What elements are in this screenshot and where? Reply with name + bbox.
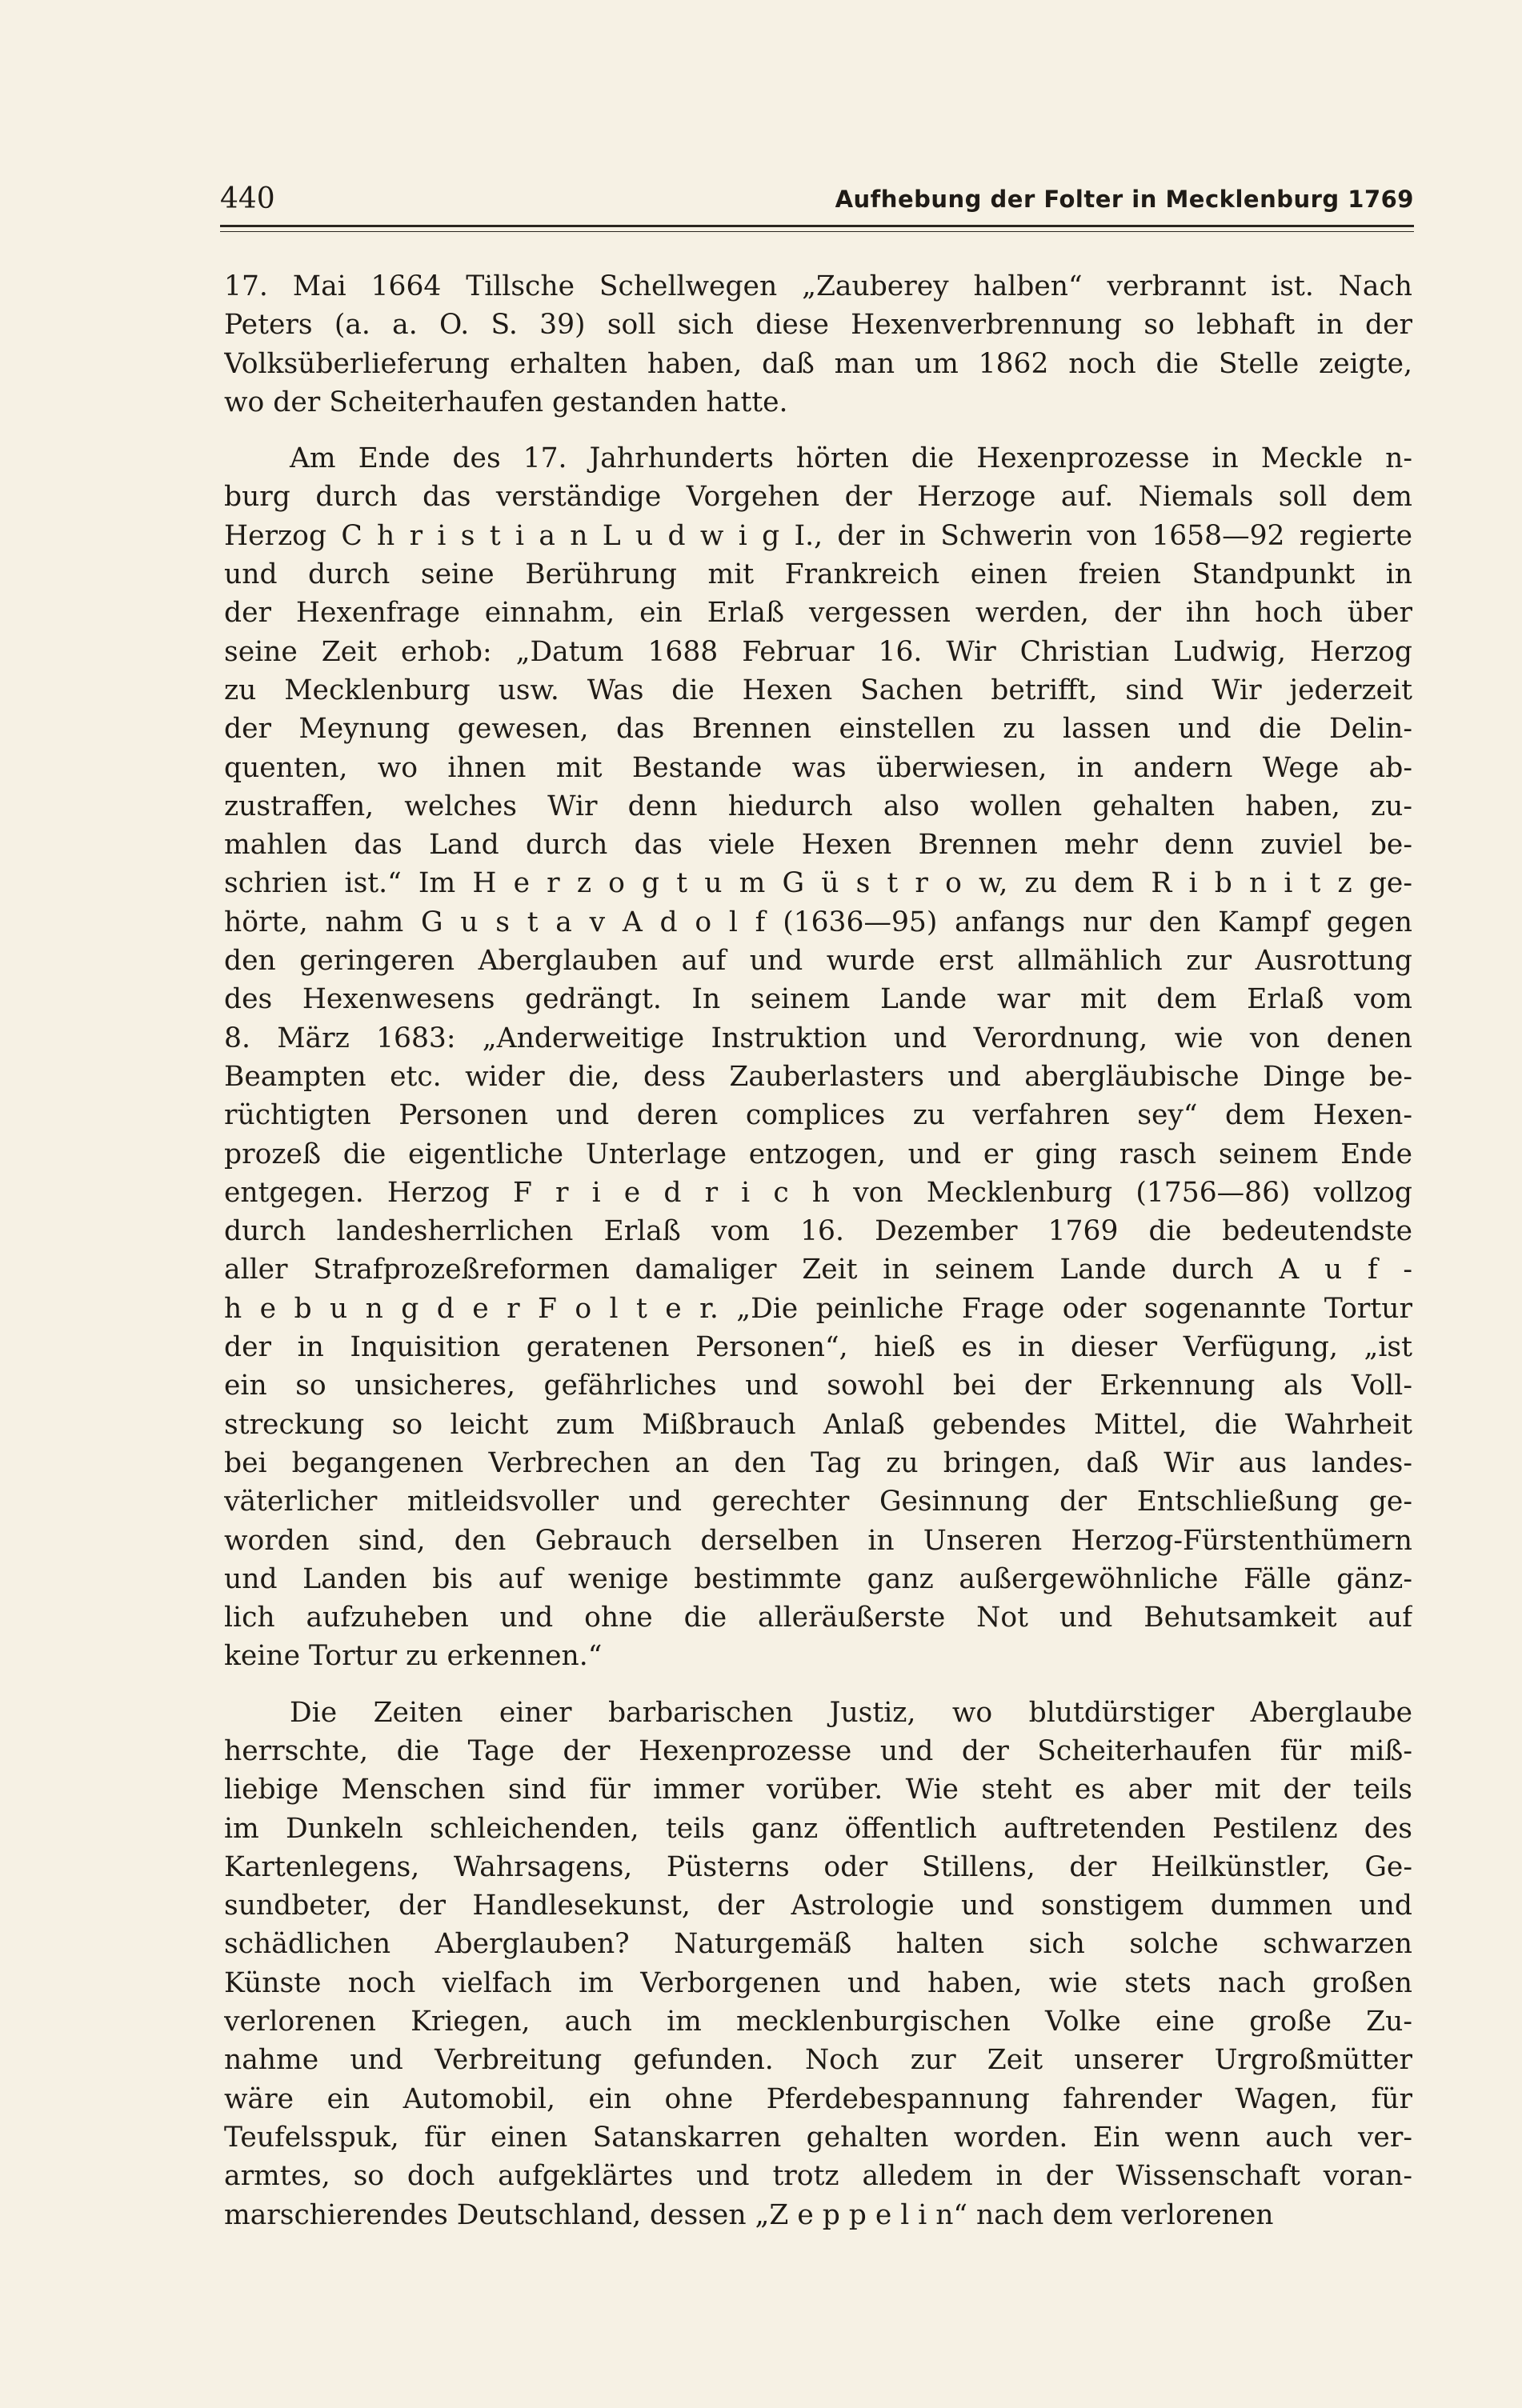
text-line: 17. Mai 1664 Tillsche Schellwegen „Zauberey halben“ verbrannt ist. Nach	[224, 270, 1412, 302]
text-line: und Landen bis auf wenige bestimmte ganz außergewöhnliche Fälle gänz-	[224, 1562, 1412, 1595]
text-line: quenten, wo ihnen mit Bestande was überwiesen, in andern Wege ab-	[224, 751, 1412, 784]
text-line: und durch seine Berührung mit Frankreich einen freien Standpunkt in	[224, 558, 1412, 591]
paragraph	[224, 1694, 1412, 2234]
text-line: schrien ist.“ Im H e r z o g t u m G ü s t r o w, zu dem R i b n i t z ge-	[224, 867, 1412, 900]
text-line: burg durch das verständige Vorgehen der Herzoge auf. Niemals soll dem	[224, 481, 1412, 514]
text-line: mahlen das Land durch das viele Hexen Brennen mehr denn zuviel be-	[224, 829, 1412, 862]
text-line: rüchtigten Personen und deren complices zu verfahren sey“ dem Hexen-	[224, 1099, 1412, 1132]
running-head: Aufhebung der Folter in Mecklenburg 1769	[835, 186, 1414, 213]
text-line: Kartenlegens, Wahrsagens, Püsterns oder Stillens, der Heilkünstler, Ge-	[224, 1850, 1412, 1883]
paragraph-gap	[224, 422, 1412, 439]
text-line: Peters (a. a. O. S. 39) soll sich diese Hexenverbrennung so lebhaft in der	[224, 309, 1412, 342]
text-line: herrschte, die Tage der Hexenprozesse und der Scheiterhaufen für miß-	[224, 1734, 1412, 1767]
text-line: nahme und Verbreitung gefunden. Noch zur Zeit unserer Urgroßmütter	[224, 2044, 1412, 2077]
page-header	[220, 180, 1414, 218]
text-line: keine Tortur zu erkennen.“	[224, 1640, 603, 1673]
text-line: ein so unsicheres, gefährliches und sowohl bei der Erkennung als Voll-	[224, 1370, 1412, 1402]
text-line: verlorenen Kriegen, auch im mecklenburgischen Volke eine große Zu-	[224, 2006, 1412, 2038]
body-text	[224, 267, 1412, 2234]
text-line: 8. März 1683: „Anderweitige Instruktion und Verordnung, wie von denen	[224, 1022, 1412, 1054]
paragraph	[224, 439, 1412, 1676]
text-line: aller Strafprozeßreformen damaliger Zeit in seinem Lande durch A u f -	[224, 1254, 1412, 1286]
text-line: durch landesherrlichen Erlaß vom 16. Dezember 1769 die bedeutendste	[224, 1215, 1412, 1248]
text-line: Am Ende des 17. Jahrhunderts hörten die Hexenprozesse in Meckle n-	[290, 442, 1412, 475]
text-line: der Meynung gewesen, das Brennen einstellen zu lassen und die Delin-	[224, 713, 1412, 746]
text-line: worden sind, den Gebrauch derselben in Unseren Herzog-Fürstenthümern	[224, 1524, 1412, 1557]
text-line: des Hexenwesens gedrängt. In seinem Lande war mit dem Erlaß vom	[224, 983, 1412, 1016]
text-line: Herzog C h r i s t i a n L u d w i g I., der in Schwerin von 1658—92 regierte	[224, 519, 1412, 552]
text-line: prozeß die eigentliche Unterlage entzogen, und er ging rasch seinem Ende	[224, 1138, 1412, 1170]
text-line: lich aufzuheben und ohne die alleräußerste Not und Behutsamkeit auf	[224, 1602, 1412, 1634]
text-line: hörte, nahm G u s t a v A d o l f (1636—95) anfangs nur den Kampf gegen	[224, 906, 1412, 938]
text-line: seine Zeit erhob: „Datum 1688 Februar 16. Wir Christian Ludwig, Herzog	[224, 635, 1412, 668]
text-line: Teufelsspuk, für einen Satanskarren gehalten worden. Ein wenn auch ver-	[224, 2121, 1412, 2154]
text-line: zustraffen, welches Wir denn hiedurch also wollen gehalten haben, zu-	[224, 790, 1412, 822]
text-line: armtes, so doch aufgeklärtes und trotz alledem in der Wissenschaft voran-	[224, 2160, 1412, 2193]
text-line: wo der Scheiterhaufen gestanden hatte.	[224, 386, 788, 418]
text-line: der in Inquisition geratenen Personen“, hieß es in dieser Verfügung, „ist	[224, 1331, 1412, 1364]
text-line: zu Mecklenburg usw. Was die Hexen Sachen betrifft, sind Wir jederzeit	[224, 674, 1412, 706]
text-line: entgegen. Herzog F r i e d r i c h von Mecklenburg (1756—86) vollzog	[224, 1176, 1412, 1209]
paragraph	[224, 267, 1412, 422]
text-line: Die Zeiten einer barbarischen Justiz, wo blutdürstiger Aberglaube	[290, 1696, 1412, 1729]
text-line: bei begangenen Verbrechen an den Tag zu bringen, daß Wir aus landes-	[224, 1446, 1412, 1479]
text-line: väterlicher mitleidsvoller und gerechter Gesinnung der Entschließung ge-	[224, 1486, 1412, 1518]
page-number: 440	[220, 182, 275, 215]
text-line: der Hexenfrage einnahm, ein Erlaß vergessen werden, der ihn hoch über	[224, 597, 1412, 630]
text-line: sundbeter, der Handlesekunst, der Astrologie und sonstigem dummen und	[224, 1890, 1412, 1922]
text-line: streckung so leicht zum Mißbrauch Anlaß gebendes Mittel, die Wahrheit	[224, 1408, 1412, 1441]
paragraph-gap	[224, 1676, 1412, 1694]
text-line: Volksüberlieferung erhalten haben, daß man um 1862 noch die Stelle zeigte,	[224, 347, 1412, 380]
text-line: h e b u n g d e r F o l t e r. „Die peinliche Frage oder sogenannte Tortur	[224, 1292, 1412, 1325]
header-rule-thin	[220, 231, 1414, 232]
text-line: wäre ein Automobil, ein ohne Pferdebespannung fahrender Wagen, für	[224, 2082, 1412, 2115]
text-line: den geringeren Aberglauben auf und wurde erst allmählich zur Ausrottung	[224, 945, 1412, 978]
text-line: im Dunkeln schleichenden, teils ganz öffentlich auftretenden Pestilenz des	[224, 1812, 1412, 1845]
text-line: schädlichen Aberglauben? Naturgemäß halten sich solche schwarzen	[224, 1928, 1412, 1961]
text-line: liebige Menschen sind für immer vorüber. Wie steht es aber mit der teils	[224, 1774, 1412, 1806]
text-line: marschierendes Deutschland, dessen „Z e p p e l i n“ nach dem verlorenen	[224, 2198, 1274, 2231]
header-rule-thick	[220, 225, 1414, 227]
text-line: Künste noch vielfach im Verborgenen und haben, wie stets nach großen	[224, 1966, 1412, 1999]
text-line: Beampten etc. wider die, dess Zauberlasters und abergläubische Dinge be-	[224, 1060, 1412, 1093]
